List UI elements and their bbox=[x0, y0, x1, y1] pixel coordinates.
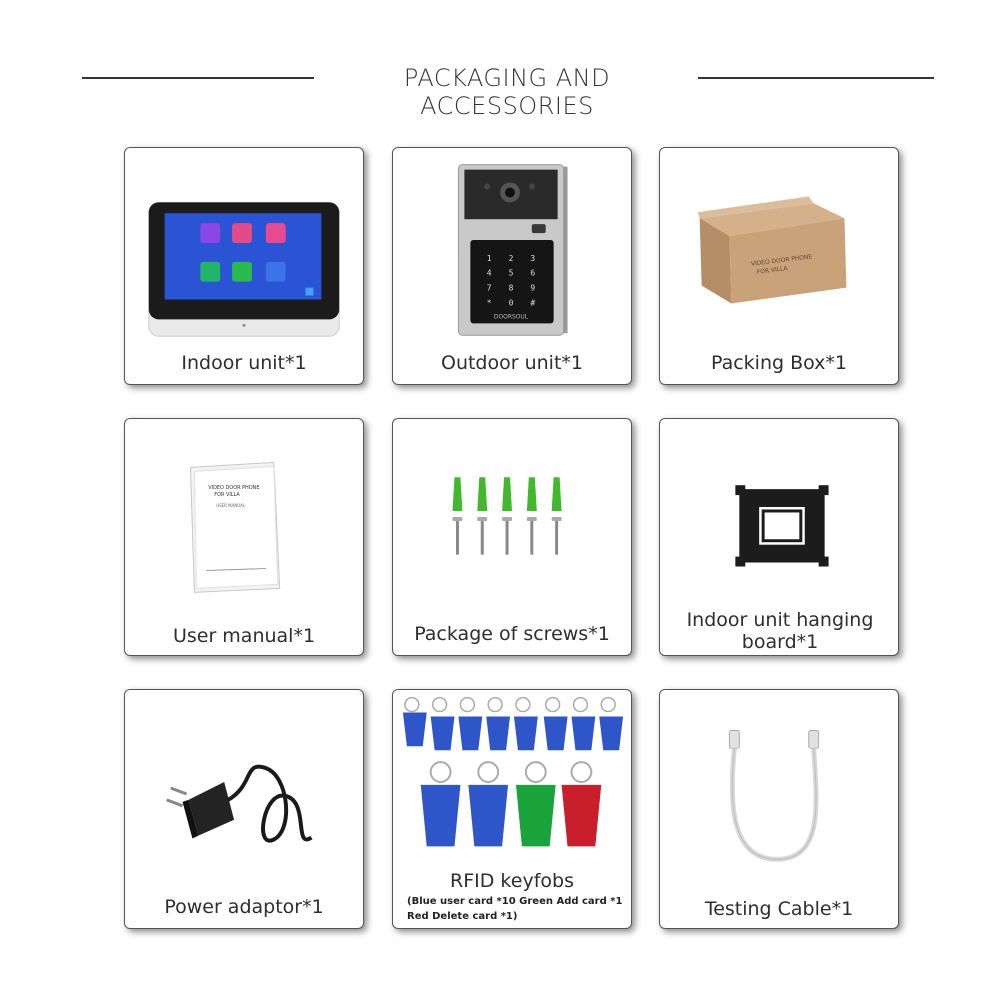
svg-text:5: 5 bbox=[508, 268, 514, 278]
card-testing-cable bbox=[659, 689, 899, 929]
svg-text:DOORSOUL: DOORSOUL bbox=[493, 313, 529, 321]
hanging-board-image bbox=[660, 419, 898, 599]
section-header bbox=[82, 60, 934, 120]
header-rule-left bbox=[82, 77, 314, 79]
svg-text:3: 3 bbox=[530, 253, 536, 263]
testing-cable-label: Testing Cable*1 bbox=[704, 898, 854, 920]
indoor-unit-image bbox=[125, 148, 363, 338]
rfid-keyfobs-label: RFID keyfobs bbox=[450, 870, 574, 892]
svg-text:USER MANUAL: USER MANUAL bbox=[216, 503, 246, 509]
testing-cable-image bbox=[660, 690, 898, 880]
rfid-keyfobs-detail-1: (Blue user card *10 Green Add card *1 bbox=[407, 896, 623, 907]
screws-label: Package of screws*1 bbox=[414, 623, 610, 645]
screws bbox=[457, 519, 556, 555]
svg-text:FOR VILLA: FOR VILLA bbox=[214, 492, 240, 499]
card-rfid-keyfobs bbox=[392, 689, 632, 929]
svg-text:2: 2 bbox=[508, 253, 514, 263]
svg-text:0: 0 bbox=[508, 298, 514, 308]
blue-keyfobs-row bbox=[403, 698, 623, 751]
svg-text:VIDEO DOOR PHONE: VIDEO DOOR PHONE bbox=[208, 485, 260, 492]
wall-anchors bbox=[453, 477, 562, 511]
page-title: PACKAGING AND ACCESSORIES bbox=[403, 64, 611, 120]
card-indoor-unit bbox=[124, 147, 364, 385]
card-user-manual bbox=[124, 418, 364, 656]
card-hanging-board bbox=[659, 418, 899, 656]
svg-text:6: 6 bbox=[530, 268, 536, 278]
svg-text:FOR VILLA: FOR VILLA bbox=[756, 265, 788, 276]
svg-text:VIDEO DOOR PHONE: VIDEO DOOR PHONE bbox=[750, 253, 813, 268]
user-manual-image bbox=[125, 419, 363, 609]
card-outdoor-unit bbox=[392, 147, 632, 385]
svg-text:9: 9 bbox=[530, 283, 536, 293]
card-screws bbox=[392, 418, 632, 656]
packing-box-image bbox=[660, 148, 898, 338]
rfid-keyfobs-detail-2: Red Delete card *1) bbox=[407, 911, 518, 922]
card-power-adaptor bbox=[124, 689, 364, 929]
svg-text:1: 1 bbox=[486, 253, 492, 263]
indoor-unit-label: Indoor unit*1 bbox=[181, 352, 307, 374]
packing-box-label: Packing Box*1 bbox=[710, 352, 848, 374]
svg-text:8: 8 bbox=[508, 283, 514, 293]
hanging-board-label: Indoor unit hanging board*1 bbox=[686, 609, 874, 653]
user-manual-label: User manual*1 bbox=[172, 625, 316, 647]
large-keyfobs-row bbox=[421, 762, 601, 846]
power-adaptor-label: Power adaptor*1 bbox=[164, 896, 324, 918]
svg-text:4: 4 bbox=[486, 268, 492, 278]
outdoor-unit-label: Outdoor unit*1 bbox=[440, 352, 583, 374]
outdoor-unit-image bbox=[393, 148, 631, 343]
rfid-keyfobs-image bbox=[393, 690, 631, 862]
svg-text:*: * bbox=[486, 298, 492, 308]
screws-image bbox=[393, 419, 631, 609]
svg-text:7: 7 bbox=[486, 283, 492, 293]
header-rule-right bbox=[698, 77, 934, 79]
svg-text:#: # bbox=[530, 298, 536, 308]
card-packing-box bbox=[659, 147, 899, 385]
power-adaptor-image bbox=[125, 690, 363, 880]
